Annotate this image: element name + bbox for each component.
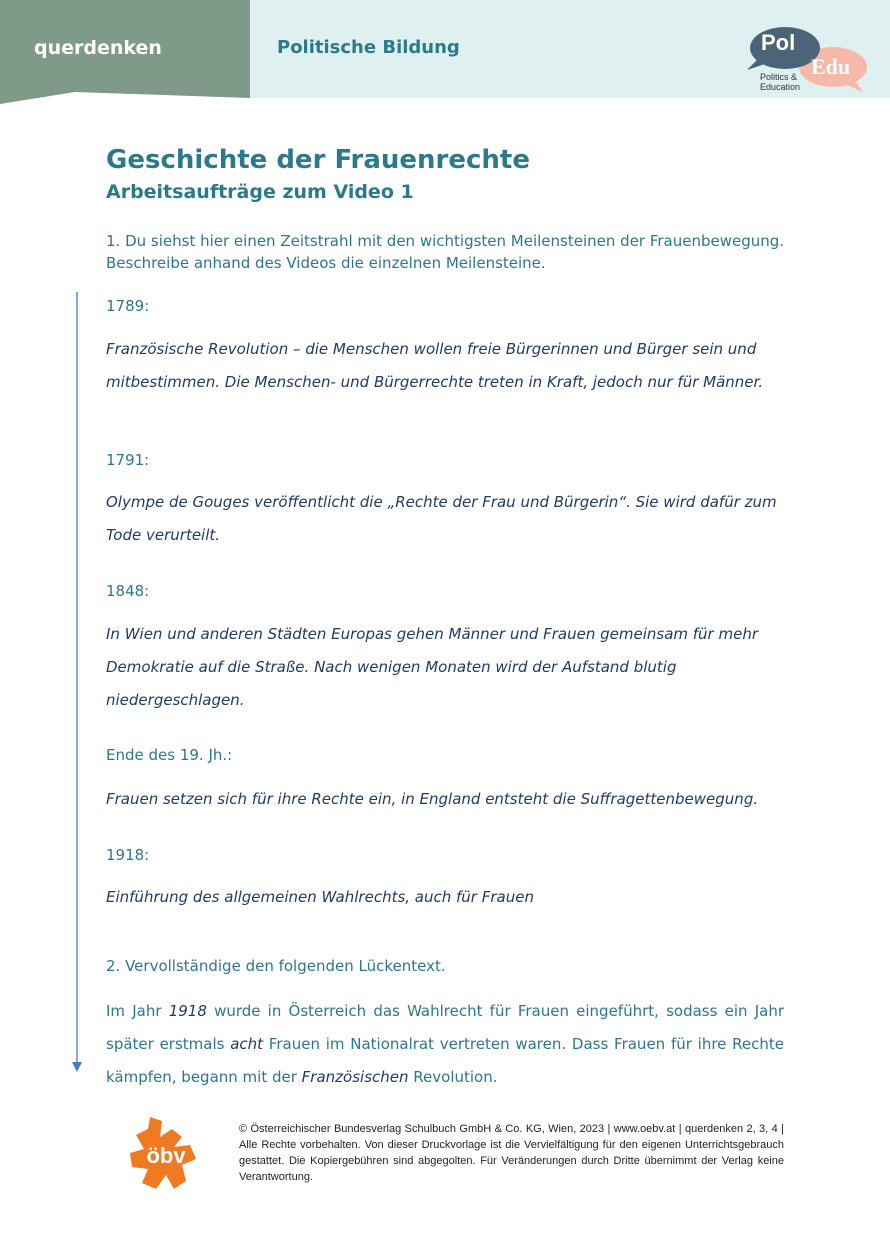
copyright-footer: © Österreichischer Bundesverlag Schulbuch GmbH & Co. KG, Wien, 2023 | www.oebv.at | querdenken 2, 3, 4 | Alle Rechte vorbehalten. Von dieser Druckvorlage ist die Vervielfältigung für den eigenen Unterrichtsgebrauch gestattet. Die Kopiergebühren sind abgegolten. Für Veränderungen durch Dritte übernimmt der Verlag keine Verantwortung. (239, 1123, 784, 1183)
poledu-logo (745, 26, 875, 96)
answer-line: Französische Revolution – die Menschen wollen freie Bürgerinnen und Bürger sein und (106, 340, 757, 358)
cloze-text-part: wurde in Österreich das Wahlrecht für Frauen eingeführt, sodass ein Jahr später erstmals (106, 1002, 784, 1053)
milestone-answer (106, 333, 786, 399)
answer-line: Demokratie auf die Straße. Nach wenigen Monaten wird der Aufstand blutig (106, 658, 677, 676)
answer-line: niedergeschlagen. (106, 691, 245, 709)
logo-word-pol: Pol (761, 30, 796, 55)
milestone-year: Ende des 19. Jh.: (106, 746, 233, 764)
answer-line: In Wien und anderen Städten Europas gehen Männer und Frauen gemeinsam für mehr (106, 625, 759, 643)
milestone-answer (106, 618, 786, 717)
logo-tagline-2: Education (760, 82, 801, 92)
oebv-logo (128, 1115, 204, 1193)
cloze-text-part: Revolution. (408, 1068, 498, 1086)
answer-line: Olympe de Gouges veröffentlicht die „Rechte der Frau und Bürgerin“. Sie wird dafür zum (106, 493, 777, 511)
cloze-answer: acht (230, 1035, 264, 1053)
milestone-year: 1789: (106, 297, 150, 315)
cloze-text (106, 995, 784, 1094)
cloze-text-part: Frauen im Nationalrat vertreten waren. Dass Frauen für ihre Rechte kämpfen, begann mit der (106, 1035, 784, 1086)
task-1-instruction: 1. Du siehst hier einen Zeitstrahl mit den wichtigsten Meilensteinen der Frauenbewegung. Beschreibe anhand des Videos die einzelnen Meilensteine. (106, 232, 785, 272)
milestone-year: 1918: (106, 846, 150, 864)
milestone-year: 1848: (106, 582, 150, 600)
answer-line: mitbestimmen. Die Menschen- und Bürgerrechte treten in Kraft, jedoch nur für Männer. (106, 373, 764, 391)
logo-tagline-1: Politics & (760, 72, 798, 82)
cloze-answer: Französischen (301, 1068, 409, 1086)
answer-line: Einführung des allgemeinen Wahlrechts, auch für Frauen (106, 888, 534, 906)
oebv-logo-text: öbv (146, 1143, 186, 1168)
page-subtitle: Arbeitsaufträge zum Video 1 (106, 181, 414, 203)
milestone-answer (106, 486, 786, 552)
task-2-instruction: 2. Vervollständige den folgenden Lückentext. (106, 957, 446, 975)
header-brand: querdenken (34, 37, 162, 59)
answer-line: Tode verurteilt. (106, 526, 221, 544)
logo-word-edu: Edu (811, 54, 851, 79)
header-subject: Politische Bildung (277, 37, 460, 58)
milestone-answer (106, 881, 786, 914)
answer-line: Frauen setzen sich für ihre Rechte ein, in England entsteht die Suffragettenbewegung. (106, 790, 759, 808)
cloze-answer: 1918 (168, 1002, 207, 1020)
milestone-year: 1791: (106, 451, 150, 469)
cloze-text-part: Im Jahr (106, 1002, 169, 1020)
timeline-arrow (70, 292, 84, 1076)
page-title: Geschichte der Frauenrechte (106, 145, 530, 175)
milestone-answer (106, 783, 786, 816)
